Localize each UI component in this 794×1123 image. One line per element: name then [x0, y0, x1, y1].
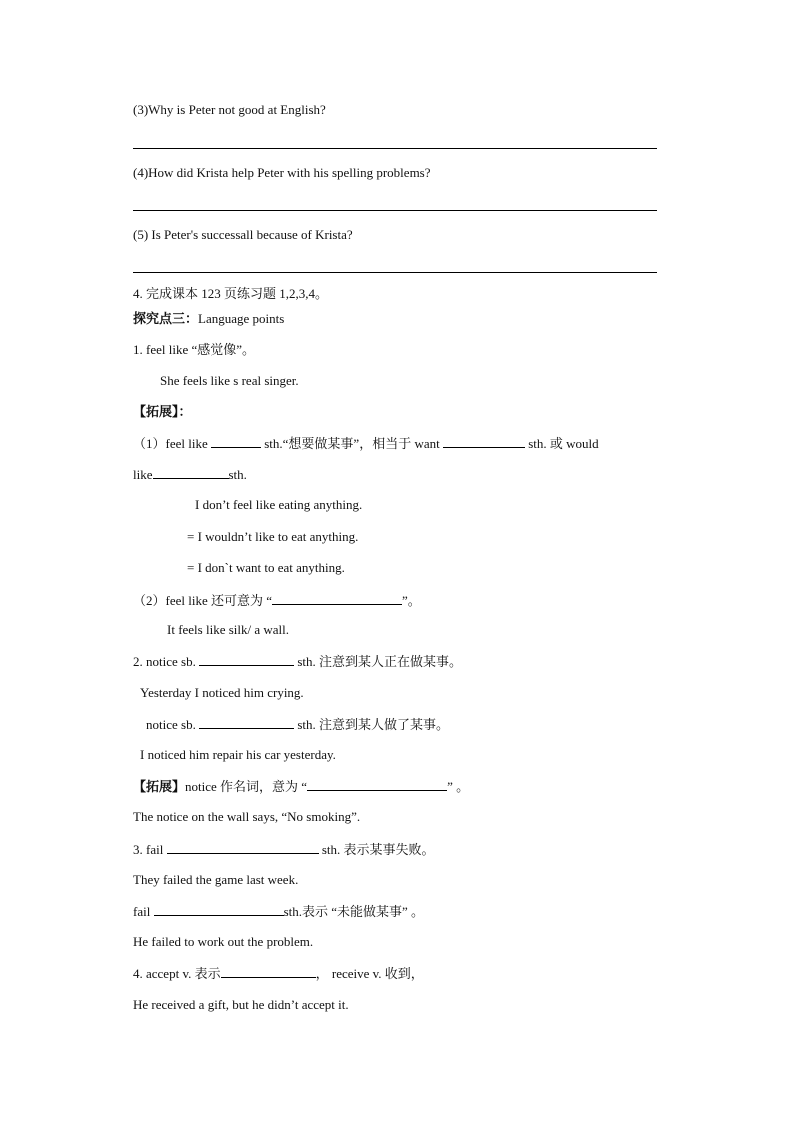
point-1-sub-1: [133, 435, 599, 452]
question-3: (3)Why is Peter not good at English?: [133, 102, 326, 117]
text: ”。: [402, 593, 421, 608]
point-1-example-3: = I wouldn’t like to eat anything.: [187, 529, 359, 544]
blank: [199, 716, 294, 729]
point-4-heading: [133, 965, 424, 982]
point-1-example-5: It feels like silk/ a wall.: [167, 622, 290, 637]
text: like: [133, 467, 153, 482]
text: sth.表示 “未能做某事” 。: [283, 904, 425, 919]
answer-line-3: [133, 148, 657, 149]
point-3-heading: [133, 841, 435, 858]
point-1-sub-1-cont: [133, 466, 247, 483]
section-title: 探究点三：: [133, 311, 199, 326]
blank: [221, 965, 316, 978]
point-1-example-4: = I don`t want to eat anything.: [187, 560, 345, 575]
blank: [154, 903, 284, 916]
text: sth.: [228, 467, 247, 482]
point-2-example-1: Yesterday I noticed him crying.: [140, 685, 304, 700]
extension-label-1: 【拓展】：: [133, 404, 192, 419]
point-3-line-2: [133, 903, 424, 920]
text: sth. 表示某事失败。: [321, 842, 435, 857]
text: sth.“想要做某事”，相当于 want: [264, 436, 440, 451]
point-4-example-1: He received a gift, but he didn’t accept it.: [133, 997, 349, 1012]
point-2-heading: [133, 653, 462, 670]
text: 3. fail: [133, 842, 164, 857]
extension-label-2: 【拓展】: [133, 779, 186, 794]
point-2-extension: [133, 778, 469, 795]
blank: [153, 466, 229, 479]
point-1-sub-2: [133, 592, 421, 609]
text: fail: [133, 904, 151, 919]
point-1-example-2: I don’t feel like eating anything.: [195, 497, 363, 512]
blank: [272, 592, 402, 605]
text: sth. 或 would: [528, 436, 599, 451]
blank: [443, 435, 525, 448]
blank: [307, 778, 447, 791]
answer-line-5: [133, 272, 657, 273]
task-4: 4. 完成课本 123 页练习题 1,2,3,4。: [133, 286, 329, 301]
point-3-example-2: He failed to work out the problem.: [133, 934, 314, 949]
answer-line-4: [133, 210, 657, 211]
point-2-line-2: [146, 716, 449, 733]
text: sth. 注意到某人正在做某事。: [297, 654, 462, 669]
text: notice 作名词，意为 “: [185, 779, 308, 794]
point-2-example-2: I noticed him repair his car yesterday.: [140, 747, 336, 762]
point-1-heading: 1. feel like “感觉像”。: [133, 342, 256, 357]
text: 2. notice sb.: [133, 654, 196, 669]
text: （1）feel like: [133, 436, 208, 451]
text: 4. accept v. 表示: [133, 966, 221, 981]
point-1-example: She feels like s real singer.: [160, 373, 299, 388]
point-2-example-3: The notice on the wall says, “No smoking”.: [133, 809, 361, 824]
blank: [211, 435, 261, 448]
question-5: (5) Is Peter's successall because of Krista?: [133, 227, 353, 242]
text: sth. 注意到某人做了某事。: [297, 717, 449, 732]
blank: [167, 841, 319, 854]
question-4: (4)How did Krista help Peter with his spelling problems?: [133, 165, 431, 180]
text: ” 。: [447, 779, 470, 794]
text: notice sb.: [146, 717, 196, 732]
blank: [199, 653, 294, 666]
section-heading: [133, 311, 284, 327]
section-subtitle: Language points: [198, 311, 285, 326]
point-3-example-1: They failed the game last week.: [133, 872, 299, 887]
text: ， receive v. 收到，: [315, 966, 424, 981]
text: （2）feel like 还可意为 “: [133, 593, 272, 608]
